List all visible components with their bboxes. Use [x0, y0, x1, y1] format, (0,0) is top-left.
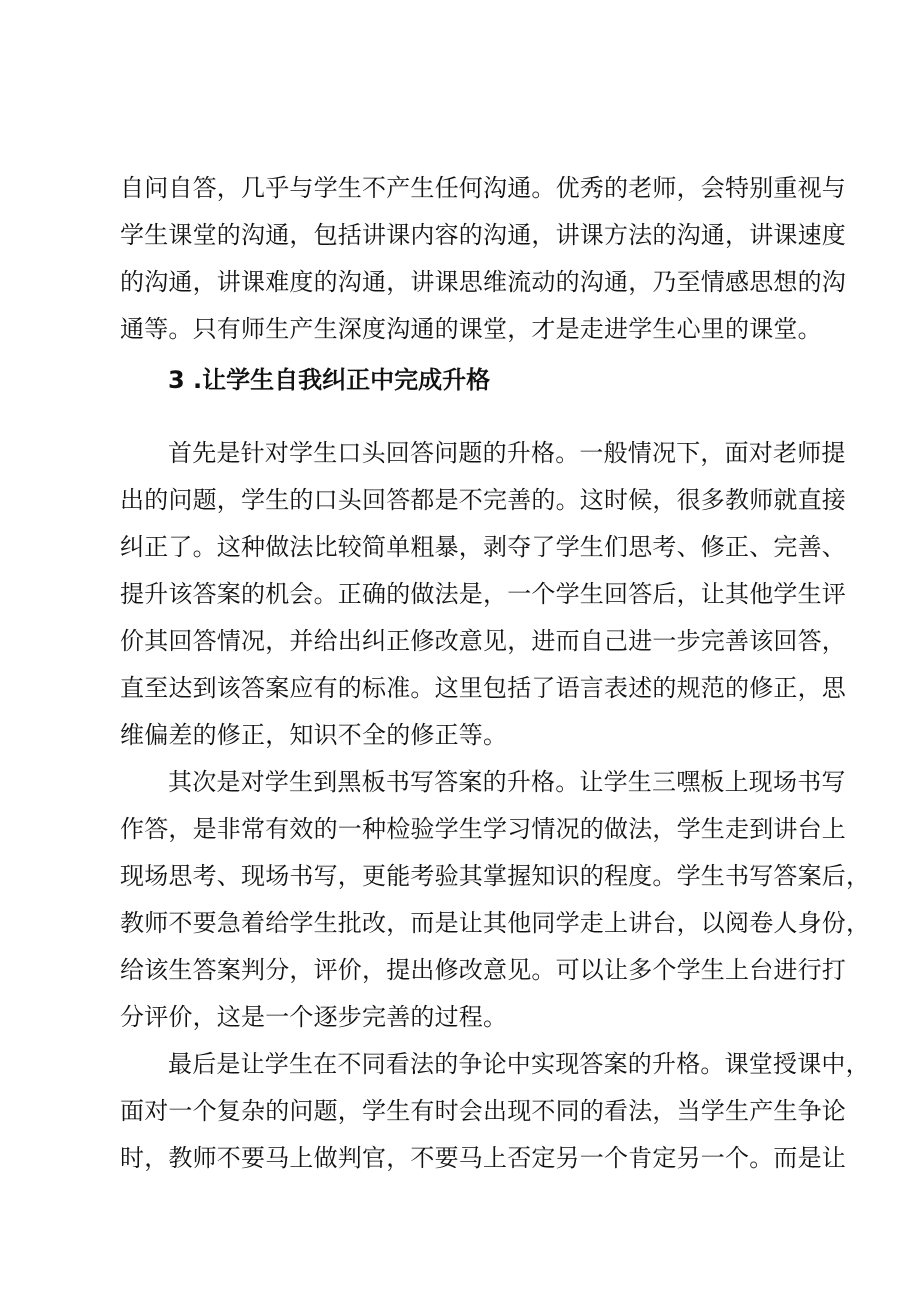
text-line: 纠正了。这种做法比较简单粗暴，剥夺了学生们思考、修正、完善、 [120, 533, 846, 561]
text-line: 教师不要急着给学生批改，而是让其他同学走上讲台，以阅卷人身份， [120, 909, 871, 937]
text-line: 时，教师不要马上做判官，不要马上否定另一个肯定另一个。而是让 [120, 1144, 846, 1172]
text-line: 面对一个复杂的问题，学生有时会出现不同的看法，当学生产生争论 [120, 1097, 846, 1125]
text-line: 其次是对学生到黑板书写答案的升格。让学生三嘿板上现场书写 [168, 768, 846, 796]
text-line: 作答，是非常有效的一种检验学生学习情况的做法，学生走到讲台上 [120, 815, 846, 843]
text-line: 最后是让学生在不同看法的争论中实现答案的升格。课堂授课中， [168, 1050, 870, 1078]
section-heading: 3 .让学生自我纠正中完成升格 [168, 366, 491, 394]
text-line: 自问自答，几乎与学生不产生任何沟通。优秀的老师，会特别重视与 [120, 174, 846, 202]
text-line: 学生课堂的沟通，包括讲课内容的沟通，讲课方法的沟通，讲课速度 [120, 221, 846, 249]
text-line: 的沟通，讲课难度的沟通，讲课思维流动的沟通，乃至情感思想的沟 [120, 268, 846, 296]
text-line: 维偏差的修正，知识不全的修正等。 [120, 721, 508, 749]
text-line: 给该生答案判分，评价，提出修改意见。可以让多个学生上台进行打 [120, 956, 846, 984]
text-line: 首先是针对学生口头回答问题的升格。一般情况下，面对老师提 [168, 439, 846, 467]
text-line: 现场思考、现场书写，更能考验其掌握知识的程度。学生书写答案后， [120, 862, 871, 890]
text-line: 直至达到该答案应有的标准。这里包括了语言表述的规范的修正，思 [120, 674, 846, 702]
text-line: 价其回答情况，并给出纠正修改意见，进而自己进一步完善该回答， [120, 627, 846, 655]
text-line: 提升该答案的机会。正确的做法是，一个学生回答后，让其他学生评 [120, 580, 846, 608]
text-line: 通等。只有师生产生深度沟通的课堂，才是走进学生心里的课堂。 [120, 315, 822, 343]
text-line: 分评价，这是一个逐步完善的过程。 [120, 1003, 508, 1031]
text-line: 出的问题，学生的口头回答都是不完善的。这时候，很多教师就直接 [120, 486, 846, 514]
